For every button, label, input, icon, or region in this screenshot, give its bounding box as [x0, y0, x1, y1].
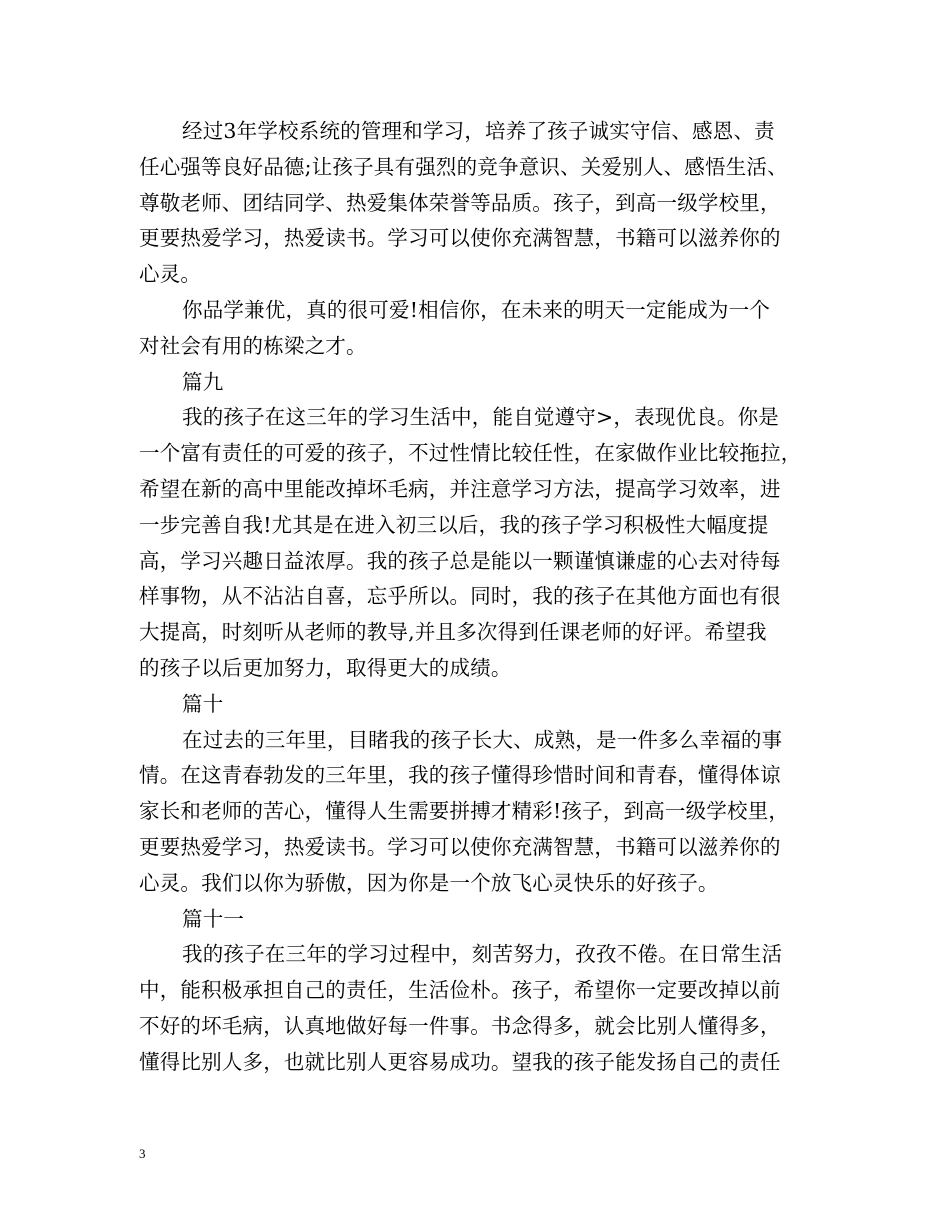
paragraph-line: 你品学兼优，真的很可爱!相信你，在未来的明天一定能成为一个 — [182, 297, 771, 322]
paragraph-line: 更要热爱学习，热爱读书。学习可以使你充满智慧，书籍可以滋养你的 — [139, 834, 781, 859]
paragraph-line: 我的孩子在三年的学习过程中，刻苦努力，孜孜不倦。在日常生活 — [182, 942, 783, 967]
section-heading: 篇十一 — [182, 906, 245, 931]
paragraph-line: 心灵。我们以你为骄傲，因为你是一个放飞心灵快乐的好孩子。 — [139, 870, 719, 895]
section-heading: 篇九 — [182, 369, 224, 394]
paragraph-line: 的孩子以后更加努力，取得更大的成绩。 — [139, 655, 512, 680]
paragraph-line: 希望在新的高中里能改掉坏毛病，并注意学习方法，提高学习效率，进 — [139, 476, 781, 501]
paragraph-line: 样事物，从不沾沾自喜，忘乎所以。同时，我的孩子在其他方面也有很 — [139, 584, 781, 609]
paragraph-line: 情。在这青春勃发的三年里，我的孩子懂得珍惜时间和青春，懂得体谅 — [139, 763, 781, 788]
document-body — [139, 114, 829, 1081]
paragraph-line: 心灵。 — [139, 262, 202, 287]
paragraph-line: 一个富有责任的可爱的孩子，不过性情比较任性，在家做作业比较拖拉， — [139, 441, 802, 466]
paragraph-line: 在过去的三年里，目睹我的孩子长大、成熟，是一件多么幸福的事 — [182, 727, 783, 752]
paragraph-line: 不好的坏毛病，认真地做好每一件事。书念得多，就会比别人懂得多， — [139, 1013, 781, 1038]
paragraph-line: 大提高，时刻听从老师的教导,并且多次得到任课老师的好评。希望我 — [139, 620, 767, 645]
paragraph-line: 对社会有用的栋梁之才。 — [139, 333, 367, 358]
paragraph-line: 更要热爱学习，热爱读书。学习可以使你充满智慧，书籍可以滋养你的 — [139, 226, 781, 251]
page-number: 3 — [139, 1146, 146, 1161]
paragraph-line: 高，学习兴趣日益浓厚。我的孩子总是能以一颗谨慎谦虚的心去对待每 — [139, 548, 781, 573]
paragraph-line: 经过3年学校系统的管理和学习，培养了孩子诚实守信、感恩、责 — [182, 119, 775, 143]
paragraph-line: 我的孩子在这三年的学习生活中，能自觉遵守>，表现优良。你是 — [182, 405, 779, 430]
paragraph-line: 懂得比别人多，也就比别人更容易成功。望我的孩子能发扬自己的责任 — [139, 1049, 781, 1074]
paragraph-line: 一步完善自我!尤其是在进入初三以后，我的孩子学习积极性大幅度提 — [139, 512, 769, 537]
paragraph-line: 家长和老师的苦心，懂得人生需要拼搏才精彩!孩子，到高一级学校里， — [139, 799, 790, 824]
section-heading: 篇十 — [182, 691, 224, 716]
paragraph-line: 中，能积极承担自己的责任，生活俭朴。孩子，希望你一定要改掉以前 — [139, 978, 781, 1003]
paragraph-line: 尊敬老师、团结同学、热爱集体荣誉等品质。孩子，到高一级学校里， — [139, 190, 781, 215]
paragraph-line: 任心强等良好品德;让孩子具有强烈的竞争意识、关爱别人、感悟生活、 — [139, 154, 788, 179]
